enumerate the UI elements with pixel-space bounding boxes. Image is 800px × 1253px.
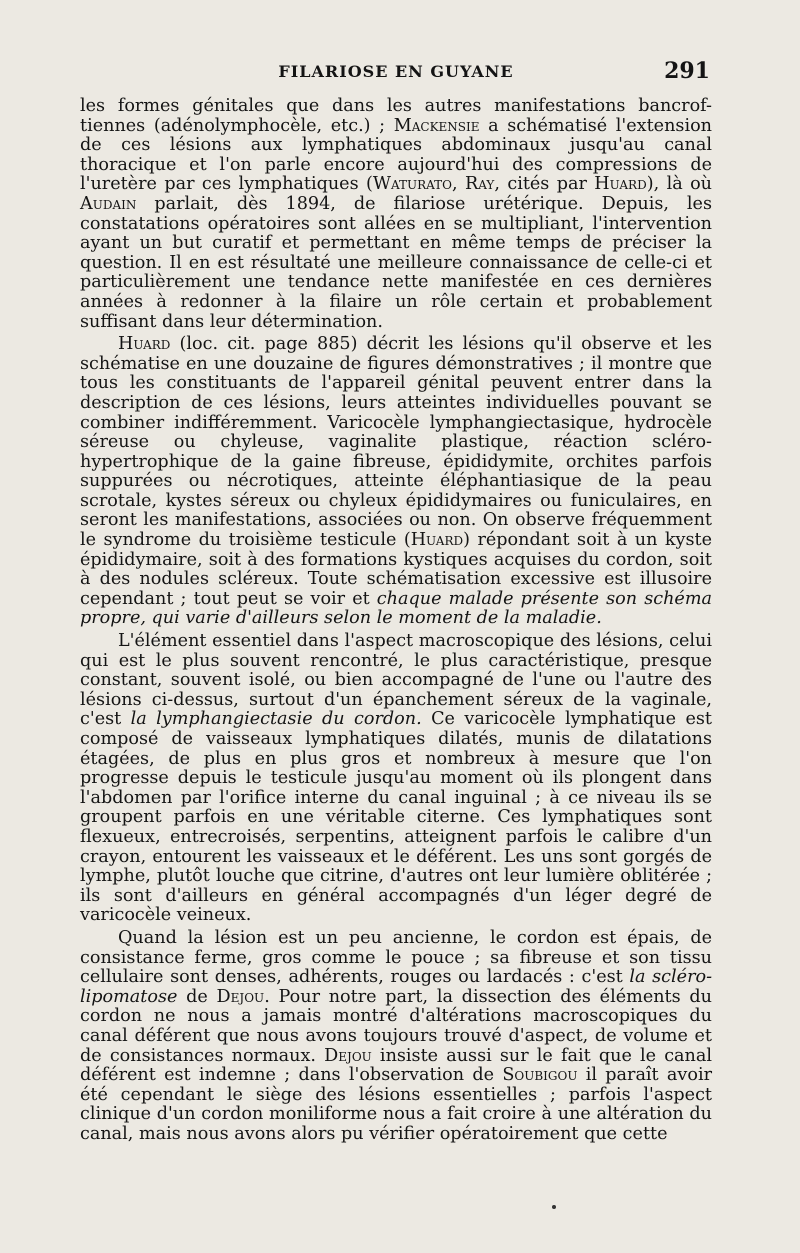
text-run: a schématisé l'extension de ces lésions aux lymphatiques abdominaux jusqu'au canal thoracique et l'on parle encore aujourd'hui des compressions de l'uretère par ces lymphatiques ( — [80, 115, 712, 195]
author-name: Dejou — [216, 986, 265, 1007]
author-name: Waturato — [372, 174, 452, 195]
running-title: FILARIOSE EN GUYANE — [278, 62, 514, 81]
body-text — [80, 97, 712, 1147]
text-run: Ce varicocèle lymphatique est composé de vaisseaux lymphatiques dilatés, munis de dilatations étagées, de plus en plus gros et nombreux à mesure que l'on progresse depuis le testicule jusqu'au moment où ils plongent dans l'abdomen par l'orifice interne du canal inguinal ; à ce niveau ils se groupent parfois en une véritable citerne. Ces lymphatiques sont flexueux, entrecroisés, serpentins, atteignent parfois le calibre d'un crayon, entourent les vaisseaux et le déférent. Les uns sont gorgés de lymphe, plutôt louche que citrine, d'autres ont leur lumière oblitérée ; ils sont d'ailleurs en général accompagnés d'un léger degré de varicocèle veineux. — [80, 709, 712, 926]
text-run: (loc. cit. page 885) décrit les lésions qu'il observe et les schématise en une douzaine de figures démonstratives ; il montre que tous les constituants de l'appareil génital peuvent entrer dans la description de ces lésions, leurs atteintes individuelles pouvant se combiner indifféremment. Varicocèle lymphangiectasique, hydrocèle séreuse ou chyleuse, vaginalite plastique, réaction scléro-hypertrophique de la gaine fibreuse, épididymite, orchites parfois suppurées ou nécrotiques, atteinte éléphantiasique de la peau scrotale, kystes séreux ou chyleux épididymaires ou funiculaires, en seront les manifestations, associées ou non. On observe fréquemment le syndrome du troisième testicule ( — [80, 334, 712, 551]
page-header — [80, 58, 712, 88]
page-number: 291 — [664, 58, 710, 84]
text-run: de — [177, 986, 217, 1007]
text-run: . Pour notre part, la dissection des éléments du cordon ne nous a jamais montré d'altérations macroscopiques du canal déférent que nous avons toujours trouvé d'aspect, de volume et de consistances normaux. — [80, 986, 712, 1066]
text-run: Quand la lésion est un peu ancienne, le cordon est épais, de consistance ferme, gros comme le pouce ; sa fibreuse et son tissu cellulaire sont denses, adhérents, rouges ou lardacés : c'est — [80, 927, 712, 988]
italic-text: la lymphangiectasie du cordon. — [130, 709, 422, 730]
text-run: L'élément essentiel dans l'aspect macroscopique des lésions, celui qui est le plus souvent rencontré, le plus caractéristique, presque constant, souvent isolé, ou bien accompagné de l'une ou l'autre des lésions ci-dessus, surtout d'un épanchement séreux de la vaginale, c'est — [80, 631, 712, 730]
text-run: ) répondant soit à un kyste épididymaire, soit à des formations kystiques acquises du cordon, soit à des nodules scléreux. Toute schématisation excessive est illusoire cependant ; tout peut se voir et — [80, 530, 712, 609]
author-name: Soubigou — [502, 1065, 578, 1086]
author-name: Huard — [594, 174, 647, 195]
text-run: , — [452, 174, 465, 195]
paragraph-2 — [80, 335, 712, 629]
author-name: Huard — [410, 530, 464, 551]
author-name: Audain — [80, 193, 137, 214]
text-run: parlait, dès 1894, de filariose urétérique. Depuis, les constatations opératoires sont allées en se multipliant, l'intervention ayant un but curatif et permettant en même temps de préciser la question. Il en est résultaté une meilleure connaissance de celle-ci et particulièrement une tendance nette manifestée en ces dernières années à redonner à la filaire un rôle certain et probablement suffisant dans leur détermination. — [80, 193, 712, 332]
italic-text: la scléro-lipomatose — [80, 967, 713, 1007]
italic-text: chaque malade présente son schéma propre, qui varie d'ailleurs selon le moment de la maladie. — [80, 588, 712, 629]
paragraph-1 — [80, 97, 712, 332]
author-name: Dejou — [324, 1045, 372, 1066]
paragraph-4 — [80, 929, 712, 1145]
text-run: , cités par — [494, 174, 595, 195]
author-name: Mackensie — [393, 115, 480, 136]
paragraph-3 — [80, 632, 712, 926]
author-name: Ray — [465, 174, 495, 195]
ink-speck — [552, 1205, 556, 1209]
author-name: Huard — [118, 334, 171, 355]
text-run: insiste aussi sur le fait que le canal déférent est indemne ; dans l'observation de — [80, 1045, 712, 1086]
text-run: ), là où — [646, 174, 713, 195]
text-run: il paraît avoir été cependant le siège des lésions essentielles ; parfois l'aspect clinique d'un cordon moniliforme nous a fait croire à une altération du canal, mais nous avons alors pu vérifier opératoirement que cette — [80, 1065, 712, 1144]
text-run: les formes génitales que dans les autres manifestations bancrof-tiennes (adénolymphocèle, etc.) ; — [80, 96, 712, 136]
